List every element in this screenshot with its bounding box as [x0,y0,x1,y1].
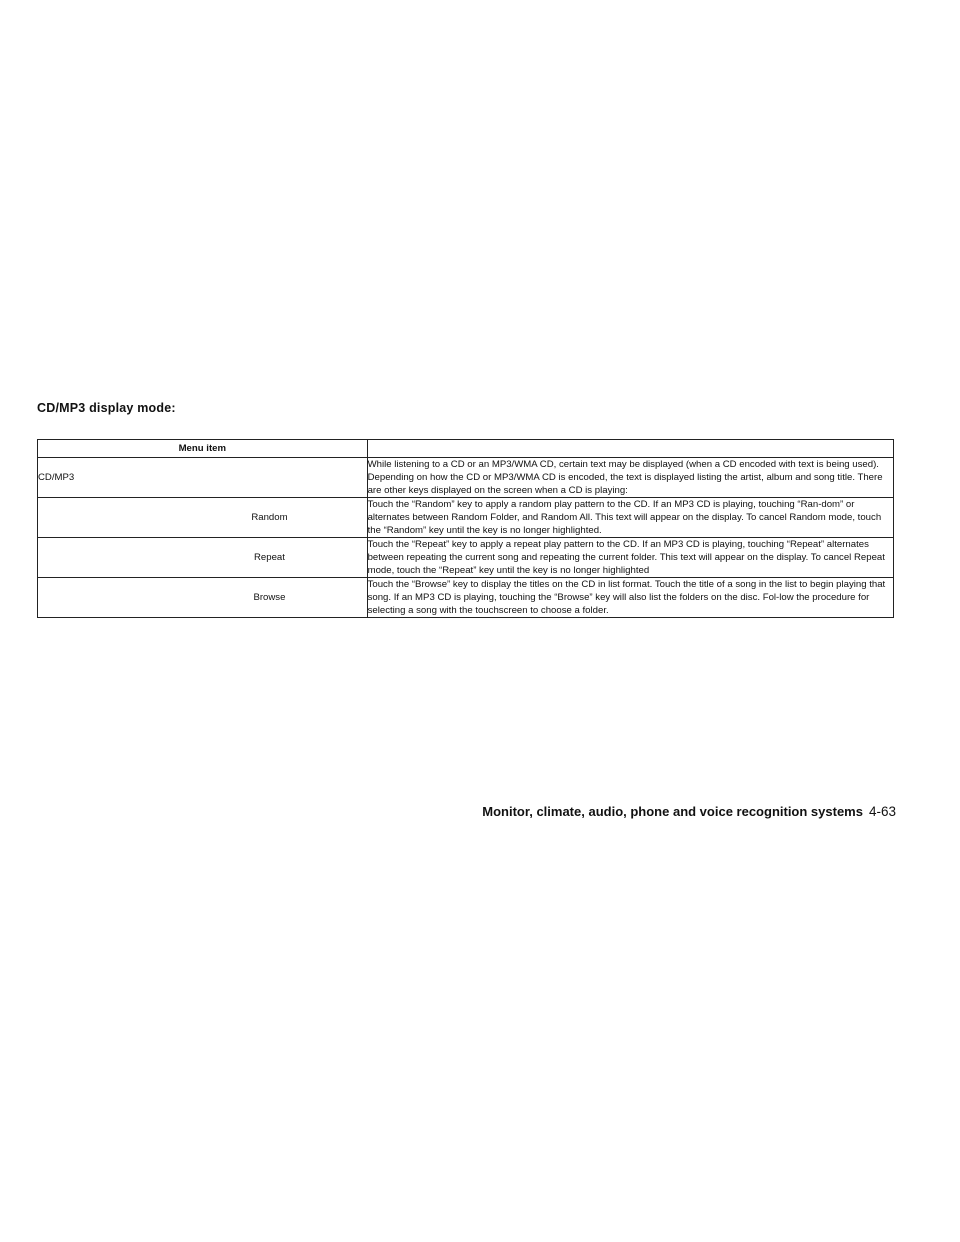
table-row [38,578,894,618]
table-row [38,498,894,538]
header-menu-item: Menu item [38,440,368,458]
row-description: While listening to a CD or an MP3/WMA CD, certain text may be displayed (when a CD encoded with text is being used). Depending on how the CD or MP3/WMA CD is encoded, the text is displayed listing the artist, album and song title. There are other keys displayed on the screen when a CD is playing: [367,458,893,498]
footer-chapter-title: Monitor, climate, audio, phone and voice recognition systems [482,804,863,819]
row-indent [38,498,173,538]
header-description [367,440,893,458]
row-indent [38,578,173,618]
table-header-row [38,440,894,458]
footer-page-number: 4-63 [868,804,896,819]
table-row [38,458,894,498]
row-indent [38,538,173,578]
table-row [38,538,894,578]
row-label: Repeat [172,538,367,578]
row-label: Browse [172,578,367,618]
row-description: Touch the “Random” key to apply a random play pattern to the CD. If an MP3 CD is playing, touching “Ran-dom” or alternates between Random Folder, and Random All. This text will appear on the display. To cancel Random mode, touch the “Random” key until the key is no longer highlighted. [367,498,893,538]
row-label: CD/MP3 [38,458,368,498]
menu-table [37,439,894,618]
row-label: Random [172,498,367,538]
page-footer [428,803,896,821]
row-description: Touch the “Repeat” key to apply a repeat play pattern to the CD. If an MP3 CD is playing, touching “Repeat” alternates between repeating the current song and repeating the current folder. This text will appear on the display. To cancel Repeat mode, touch the “Repeat” key until the key is no longer highlighted [367,538,893,578]
row-description: Touch the “Browse” key to display the titles on the CD in list format. Touch the title of a song in the list to begin playing that song. If an MP3 CD is playing, touching the “Browse” key will also list the folders on the disc. Fol-low the procedure for selecting a song with the touchscreen to choose a folder. [367,578,893,618]
section-title: CD/MP3 display mode: [37,401,176,415]
